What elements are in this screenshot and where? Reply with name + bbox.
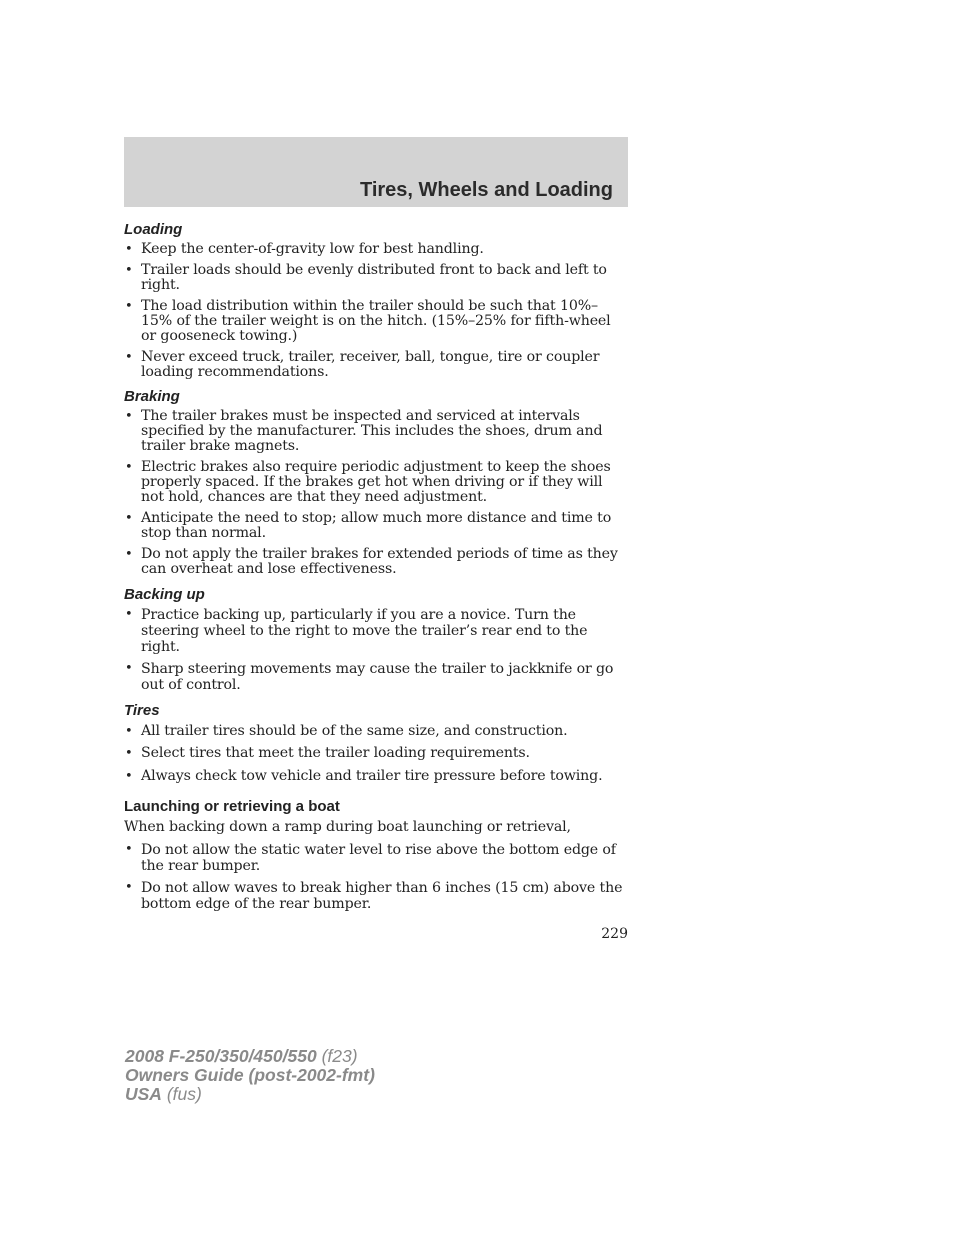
boat-intro: When backing down a ramp during boat launching or retrieval, xyxy=(124,819,571,835)
page-number: 229 xyxy=(601,926,628,942)
list-item: • The load distribution within the trailer should be such that 10%–15% of the trailer weight is on the hitch. (15%–25% for fifth-wheel or gooseneck towing.) xyxy=(125,298,611,344)
list-item: • Keep the center-of-gravity low for best handling. xyxy=(125,241,484,257)
list-item: • Electric brakes also require periodic adjustment to keep the shoes properly spaced. If the brakes get hot when driving or if they will not hold, chances are that they need adjustment. xyxy=(125,459,611,505)
list-item: • The trailer brakes must be inspected and serviced at intervals specified by the manufacturer. This includes the shoes, drum and trailer brake magnets. xyxy=(125,408,603,454)
loading-list xyxy=(124,242,628,380)
list-item: • Do not allow waves to break higher than 6 inches (15 cm) above the bottom edge of the rear bumper. xyxy=(125,880,623,912)
tires-list xyxy=(124,724,628,784)
list-item: • Sharp steering movements may cause the trailer to jackknife or go out of control. xyxy=(125,661,614,693)
bullet-icon: • xyxy=(125,409,133,424)
bullet-icon: • xyxy=(125,511,133,526)
list-item: • Trailer loads should be evenly distributed front to back and left to right. xyxy=(125,262,607,293)
bullet-icon: • xyxy=(125,263,133,278)
footer-line-guide: Owners Guide (post-2002-fmt) xyxy=(125,1065,375,1085)
bullet-icon: • xyxy=(125,299,133,314)
list-item: • Do not allow the static water level to rise above the bottom edge of the rear bumper. xyxy=(125,842,616,874)
bullet-icon: • xyxy=(125,607,133,622)
boat-list xyxy=(124,842,628,912)
footer-line-region: USA (fus) xyxy=(125,1084,202,1104)
list-item: • All trailer tires should be of the same size, and construction. xyxy=(125,723,568,739)
braking-list xyxy=(124,409,628,577)
bullet-icon: • xyxy=(125,547,133,562)
bullet-icon: • xyxy=(125,460,133,475)
page-content xyxy=(124,220,628,912)
chapter-title: Tires, Wheels and Loading xyxy=(359,179,613,201)
bullet-icon: • xyxy=(125,880,133,895)
bullet-icon: • xyxy=(125,842,133,857)
list-item: • Never exceed truck, trailer, receiver, ball, tongue, tire or coupler loading recommendations. xyxy=(125,349,600,380)
chapter-header-band xyxy=(124,137,628,207)
document-footer xyxy=(125,1047,375,1104)
list-item: • Always check tow vehicle and trailer tire pressure before towing. xyxy=(125,768,603,784)
section-heading-braking: Braking xyxy=(124,388,180,405)
bullet-icon: • xyxy=(125,242,133,257)
list-item: • Practice backing up, particularly if you are a novice. Turn the steering wheel to the right to move the trailer’s rear end to the right. xyxy=(125,607,588,655)
list-item: • Anticipate the need to stop; allow much more distance and time to stop than normal. xyxy=(125,510,612,541)
footer-line-model: 2008 F-250/350/450/550 (f23) xyxy=(125,1046,358,1066)
bullet-icon: • xyxy=(125,769,133,784)
section-heading-loading: Loading xyxy=(124,221,183,238)
backing-up-list xyxy=(124,607,628,693)
bullet-icon: • xyxy=(125,724,133,739)
section-heading-boat: Launching or retrieving a boat xyxy=(124,798,340,815)
list-item: • Do not apply the trailer brakes for extended periods of time as they can overheat and lose effectiveness. xyxy=(125,546,618,577)
section-heading-backing-up: Backing up xyxy=(124,586,205,603)
bullet-icon: • xyxy=(125,350,133,365)
section-heading-tires: Tires xyxy=(124,702,160,719)
bullet-icon: • xyxy=(125,661,133,676)
bullet-icon: • xyxy=(125,746,133,761)
list-item: • Select tires that meet the trailer loading requirements. xyxy=(125,745,530,761)
